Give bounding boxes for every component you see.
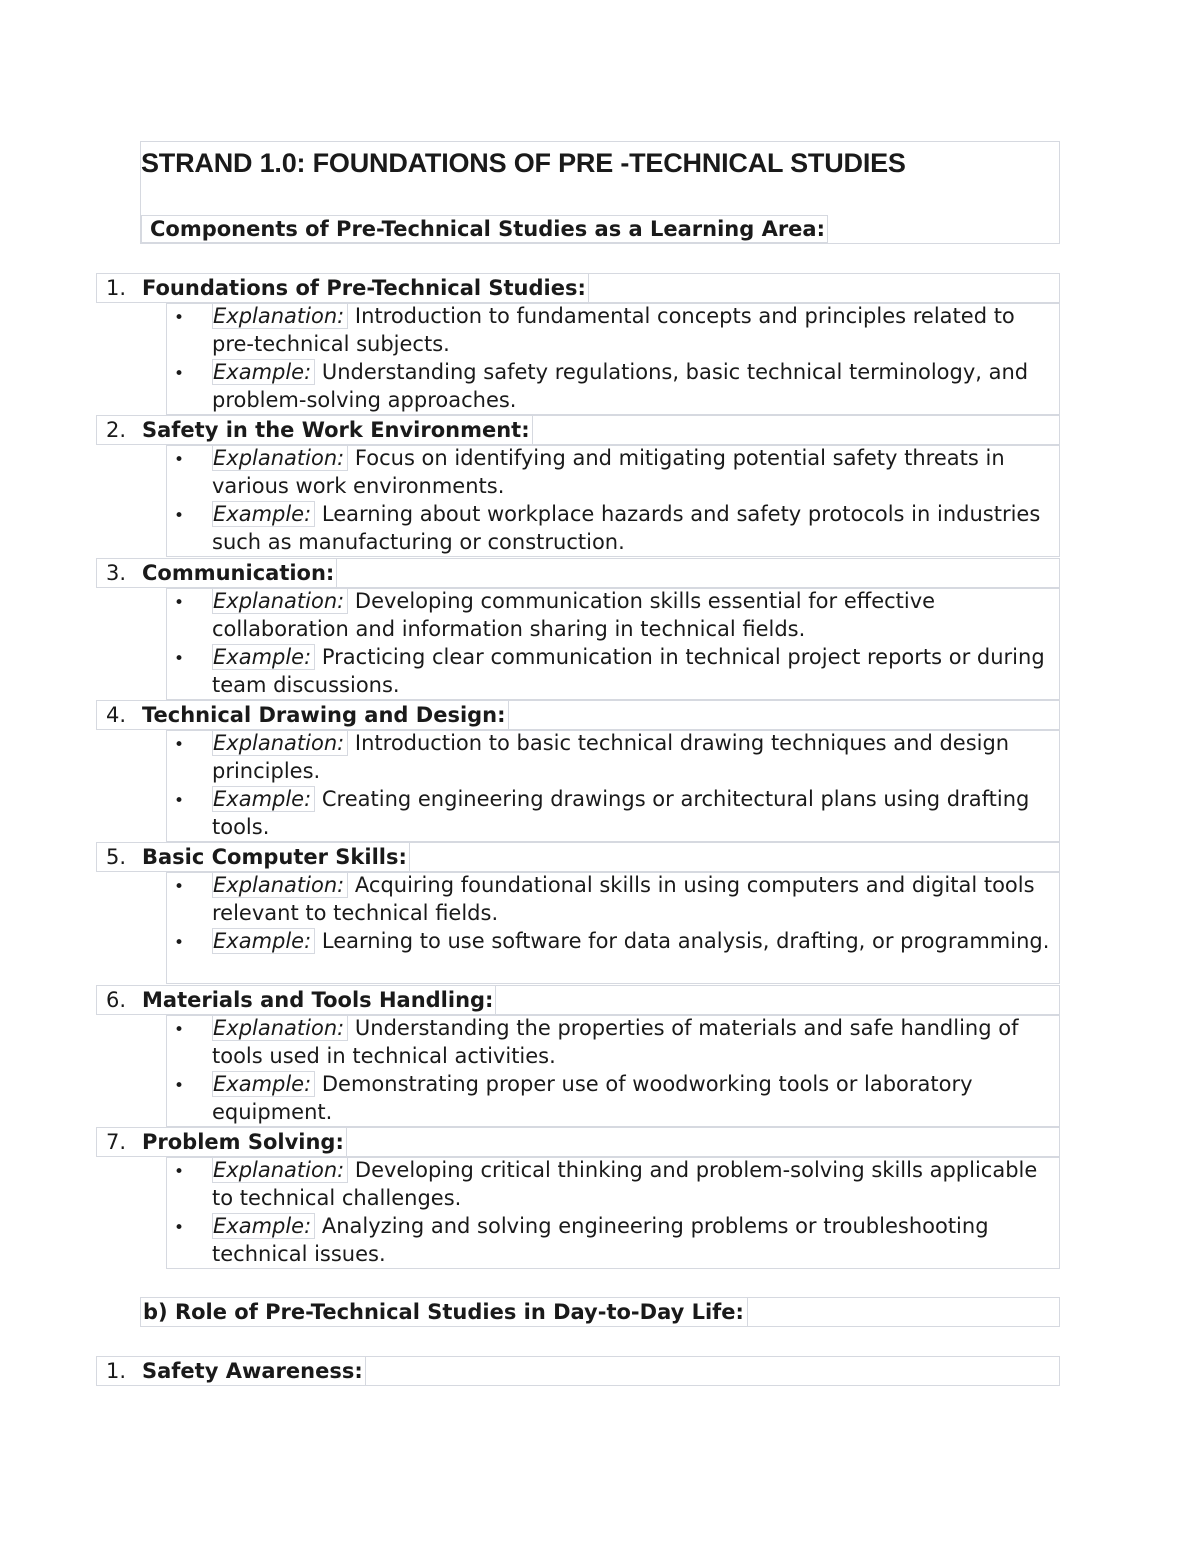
list-item-heading: Technical Drawing and Design: bbox=[142, 701, 509, 729]
explanation-text bbox=[212, 1014, 1062, 1070]
bullet-icon: • bbox=[174, 1020, 185, 1040]
explanation-body: Developing critical thinking and problem-solving skills applicable to technical challenges. bbox=[212, 1158, 1038, 1210]
explanation-label: Explanation: bbox=[212, 588, 348, 614]
bullet-icon: • bbox=[174, 506, 185, 526]
example-text bbox=[212, 1212, 1062, 1268]
explanation-body: Acquiring foundational skills in using computers and digital tools relevant to technical fields. bbox=[212, 873, 1035, 925]
list-item-number: 2. bbox=[106, 418, 127, 442]
example-label: Example: bbox=[212, 928, 315, 954]
explanation-body: Focus on identifying and mitigating potential safety threats in various work environments. bbox=[212, 446, 1005, 498]
list-item-heading: Foundations of Pre-Technical Studies: bbox=[142, 274, 589, 302]
bullet-icon: • bbox=[174, 450, 185, 470]
list-item-number: 3. bbox=[106, 561, 127, 585]
explanation-body: Introduction to fundamental concepts and principles related to pre-technical subjects. bbox=[212, 304, 1015, 356]
bullet-icon: • bbox=[174, 791, 185, 811]
example-body: Analyzing and solving engineering problems or troubleshooting technical issues. bbox=[212, 1214, 989, 1266]
example-body: Demonstrating proper use of woodworking tools or laboratory equipment. bbox=[212, 1072, 973, 1124]
bullet-icon: • bbox=[174, 308, 185, 328]
example-text bbox=[212, 643, 1062, 699]
example-label: Example: bbox=[212, 501, 315, 527]
explanation-text bbox=[212, 444, 1062, 500]
list-item-number: 7. bbox=[106, 1130, 127, 1154]
example-text bbox=[212, 1070, 1062, 1126]
role-item-number: 1. bbox=[106, 1359, 127, 1383]
example-label: Example: bbox=[212, 644, 315, 670]
list-item-number: 1. bbox=[106, 276, 127, 300]
example-body: Learning to use software for data analysis, drafting, or programming. bbox=[321, 929, 1050, 953]
example-label: Example: bbox=[212, 786, 315, 812]
list-item-number: 5. bbox=[106, 845, 127, 869]
list-item-heading: Safety in the Work Environment: bbox=[142, 416, 533, 444]
explanation-label: Explanation: bbox=[212, 1015, 348, 1041]
list-item-heading: Problem Solving: bbox=[142, 1128, 347, 1156]
bullet-icon: • bbox=[174, 877, 185, 897]
explanation-label: Explanation: bbox=[212, 303, 348, 329]
example-text bbox=[212, 927, 1062, 955]
list-item-heading: Materials and Tools Handling: bbox=[142, 986, 496, 1014]
explanation-body: Introduction to basic technical drawing techniques and design principles. bbox=[212, 731, 1010, 783]
explanation-label: Explanation: bbox=[212, 1157, 348, 1183]
explanation-body: Developing communication skills essential for effective collaboration and information sharing in technical fields. bbox=[212, 589, 936, 641]
example-body: Understanding safety regulations, basic technical terminology, and problem-solving approaches. bbox=[212, 360, 1029, 412]
list-item-number: 6. bbox=[106, 988, 127, 1012]
bullet-icon: • bbox=[174, 1218, 185, 1238]
section-a-heading-text: Components of Pre-Technical Studies as a Learning Area: bbox=[141, 215, 828, 243]
list-item-heading: Communication: bbox=[142, 559, 337, 587]
example-body: Practicing clear communication in technical project reports or during team discussions. bbox=[212, 645, 1045, 697]
bullet-icon: • bbox=[174, 364, 185, 384]
explanation-text bbox=[212, 1156, 1062, 1212]
explanation-label: Explanation: bbox=[212, 730, 348, 756]
explanation-body: Understanding the properties of materials and safe handling of tools used in technical activities. bbox=[212, 1016, 1019, 1068]
explanation-text bbox=[212, 871, 1062, 927]
bullet-icon: • bbox=[174, 1162, 185, 1182]
example-text bbox=[212, 785, 1062, 841]
explanation-text bbox=[212, 587, 1062, 643]
bullet-icon: • bbox=[174, 593, 185, 613]
example-label: Example: bbox=[212, 359, 315, 385]
explanation-label: Explanation: bbox=[212, 872, 348, 898]
example-label: Example: bbox=[212, 1213, 315, 1239]
example-body: Creating engineering drawings or architectural plans using drafting tools. bbox=[212, 787, 1030, 839]
bullet-icon: • bbox=[174, 735, 185, 755]
example-text bbox=[212, 358, 1062, 414]
bullet-icon: • bbox=[174, 1076, 185, 1096]
list-item-heading: Basic Computer Skills: bbox=[142, 843, 410, 871]
example-text bbox=[212, 500, 1062, 556]
section-a-heading bbox=[141, 215, 828, 243]
bullet-icon: • bbox=[174, 649, 185, 669]
example-label: Example: bbox=[212, 1071, 315, 1097]
role-item-heading: Safety Awareness: bbox=[142, 1357, 366, 1385]
section-b-heading: b) Role of Pre-Technical Studies in Day-to-Day Life: bbox=[143, 1298, 748, 1326]
list-item-number: 4. bbox=[106, 703, 127, 727]
explanation-text bbox=[212, 729, 1062, 785]
bullet-icon: • bbox=[174, 933, 185, 953]
page-title: STRAND 1.0: FOUNDATIONS OF PRE -TECHNICAL STUDIES bbox=[141, 148, 906, 178]
explanation-label: Explanation: bbox=[212, 445, 348, 471]
example-body: Learning about workplace hazards and safety protocols in industries such as manufacturing or construction. bbox=[212, 502, 1041, 554]
explanation-text bbox=[212, 302, 1062, 358]
